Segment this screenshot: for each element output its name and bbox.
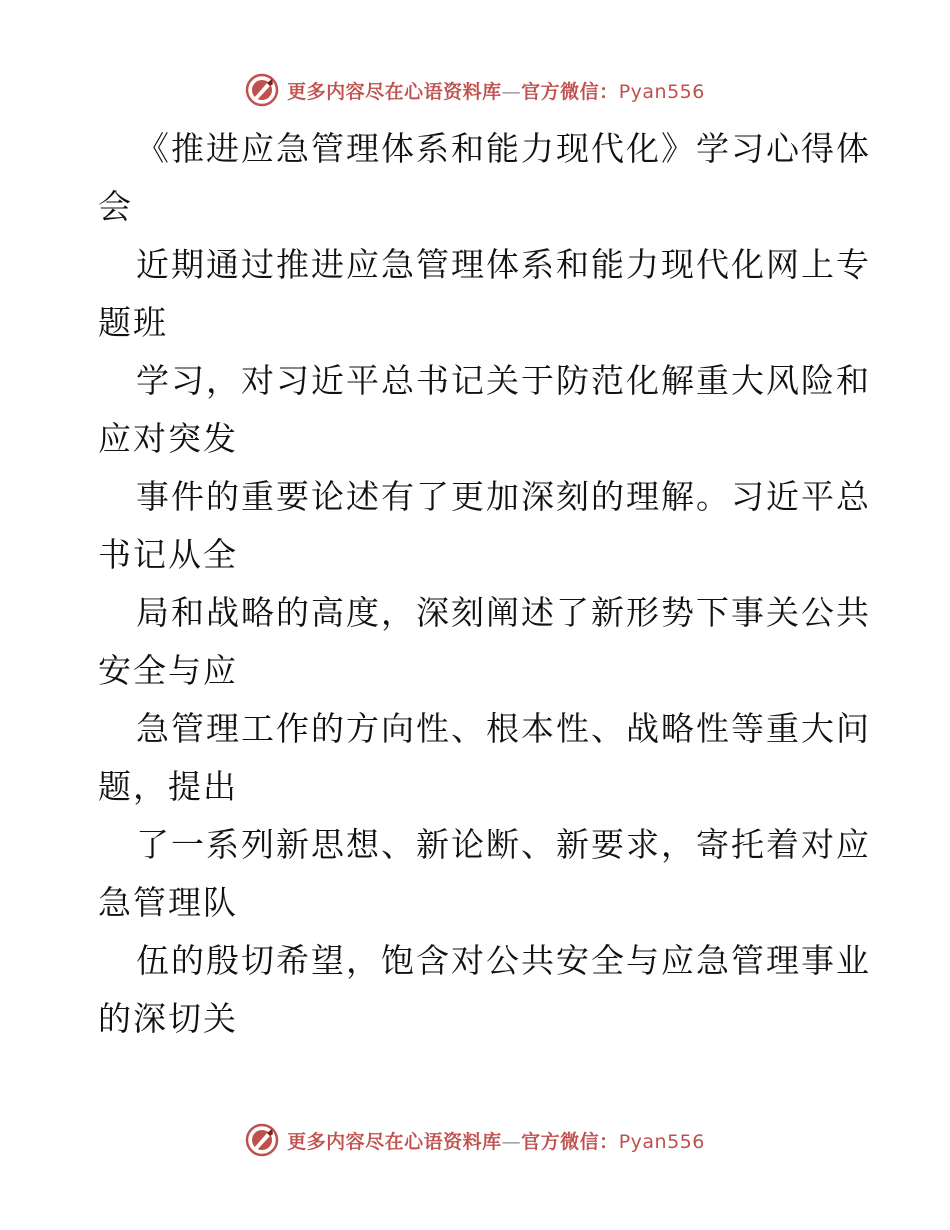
footer-banner-account: Pyan556 [618, 1130, 705, 1153]
paragraph-line: 题班 [98, 303, 168, 342]
footer-banner-text [287, 1127, 705, 1154]
paragraph-line: 事件的重要论述有了更加深刻的理解。习近平总 [136, 477, 871, 516]
pen-logo-icon [245, 73, 279, 107]
header-banner-contact: 官方微信： [521, 80, 619, 103]
paragraph-line: 急管理队 [98, 883, 238, 922]
header-banner [0, 70, 950, 110]
paragraph-line: 安全与应 [98, 651, 238, 690]
paragraph-line: 应对突发 [98, 419, 238, 458]
header-banner-separator: — [501, 80, 522, 103]
title-line-1: 《推进应急管理体系和能力现代化》学习心得体 [136, 129, 871, 168]
document-body [98, 120, 871, 1048]
paragraph-line: 学习，对习近平总书记关于防范化解重大风险和 [136, 361, 871, 400]
paragraph-line: 伍的殷切希望，饱含对公共安全与应急管理事业 [136, 941, 871, 980]
paragraph-line: 近期通过推进应急管理体系和能力现代化网上专 [136, 245, 871, 284]
paragraph-line: 了一系列新思想、新论断、新要求，寄托着对应 [136, 825, 871, 864]
header-banner-label: 更多内容尽在心语资料库 [287, 80, 502, 103]
paragraph-line: 的深切关 [98, 999, 238, 1038]
header-banner-account: Pyan556 [618, 80, 705, 103]
title-line-2: 会 [98, 187, 133, 226]
footer-banner-separator: — [501, 1130, 522, 1153]
paragraph-line: 局和战略的高度，深刻阐述了新形势下事关公共 [136, 593, 871, 632]
footer-banner [0, 1120, 950, 1160]
paragraph-line: 书记从全 [98, 535, 238, 574]
footer-banner-label: 更多内容尽在心语资料库 [287, 1130, 502, 1153]
paragraph-line: 急管理工作的方向性、根本性、战略性等重大问 [136, 709, 871, 748]
pen-logo-icon [245, 1123, 279, 1157]
footer-banner-contact: 官方微信： [521, 1130, 619, 1153]
paragraph-line: 题，提出 [98, 767, 238, 806]
header-banner-text [287, 77, 705, 104]
